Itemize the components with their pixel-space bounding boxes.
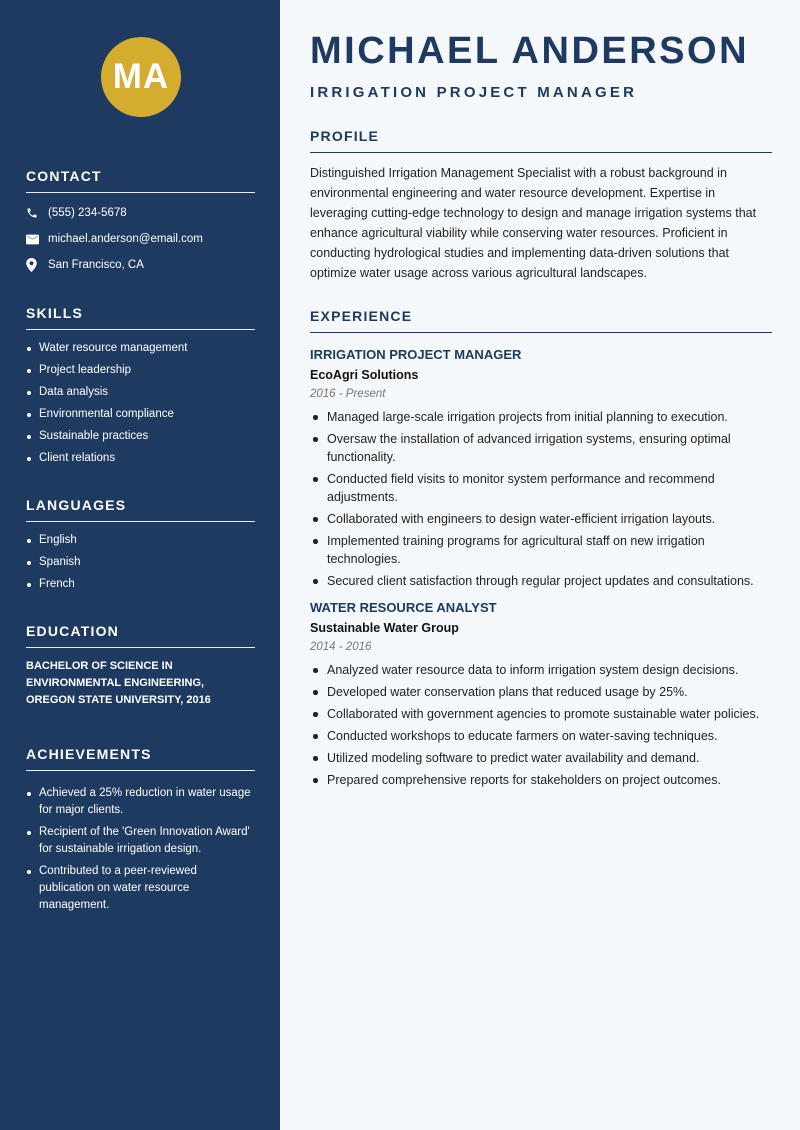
skill-item: Sustainable practices [26,428,255,445]
phone-text: (555) 234-5678 [48,207,127,219]
job-bullet: Implemented training programs for agricultural staff on new irrigation technologies. [310,532,772,568]
job-bullet: Conducted workshops to educate farmers on water-saving techniques. [310,727,772,745]
job-bullet: Collaborated with engineers to design water-efficient irrigation layouts. [310,510,772,528]
job-bullet: Collaborated with government agencies to promote sustainable water policies. [310,705,772,723]
email-text: michael.anderson@email.com [48,233,203,245]
candidate-role: IRRIGATION PROJECT MANAGER [310,84,638,101]
skills-section [26,305,255,472]
contact-section [26,168,255,273]
job-dates: 2014 - 2016 [310,641,372,653]
achievements-heading: ACHIEVEMENTS [26,746,255,771]
email-icon [26,234,48,245]
job-bullet: Analyzed water resource data to inform irrigation system design decisions. [310,661,772,679]
language-item: English [26,532,255,549]
job-dates: 2016 - Present [310,388,386,400]
location-text: San Francisco, CA [48,259,144,271]
job-entry [310,600,772,789]
profile-section [310,128,772,283]
contact-heading: CONTACT [26,168,255,193]
skills-heading: SKILLS [26,305,255,330]
languages-section [26,497,255,598]
job-bullets [310,661,772,789]
job-bullets [310,408,772,590]
job-title: IRRIGATION PROJECT MANAGER [310,347,522,362]
experience-heading: EXPERIENCE [310,308,772,333]
experience-section [310,308,772,793]
achievements-section [26,746,255,919]
sidebar [0,0,280,1130]
profile-heading: PROFILE [310,128,772,153]
avatar: MA [101,37,181,117]
language-item: Spanish [26,554,255,571]
achievement-item: Contributed to a peer-reviewed publication on water resource management. [26,863,255,914]
phone-icon [26,207,48,219]
location-pin-icon [26,258,48,272]
job-title: WATER RESOURCE ANALYST [310,600,497,615]
achievement-item: Recipient of the 'Green Innovation Award' for sustainable irrigation design. [26,824,255,858]
job-bullet: Managed large-scale irrigation projects from initial planning to execution. [310,408,772,426]
skill-item: Data analysis [26,384,255,401]
achievement-item: Achieved a 25% reduction in water usage for major clients. [26,785,255,819]
job-bullet: Oversaw the installation of advanced irrigation systems, ensuring optimal functionality. [310,430,772,466]
job-company: EcoAgri Solutions [310,368,419,382]
job-bullet: Secured client satisfaction through regular project updates and consultations. [310,572,772,590]
languages-list [26,532,255,593]
skill-item: Environmental compliance [26,406,255,423]
education-heading: EDUCATION [26,623,255,648]
candidate-name: MICHAEL ANDERSON [310,30,750,72]
job-entry [310,347,772,590]
job-bullet: Developed water conservation plans that reduced usage by 25%. [310,683,772,701]
skill-item: Client relations [26,450,255,467]
job-bullet: Prepared comprehensive reports for stakeholders on project outcomes. [310,771,772,789]
education-degree: BACHELOR OF SCIENCE IN ENVIRONMENTAL ENGINEERING, OREGON STATE UNIVERSITY, 2016 [26,660,211,706]
skills-list [26,340,255,467]
education-section [26,623,255,709]
contact-phone[interactable] [26,205,255,221]
language-item: French [26,576,255,593]
job-company: Sustainable Water Group [310,621,459,635]
contact-email[interactable] [26,231,255,247]
skill-item: Project leadership [26,362,255,379]
achievements-list [26,785,255,914]
contact-location [26,257,255,273]
skill-item: Water resource management [26,340,255,357]
job-bullet: Conducted field visits to monitor system performance and recommend adjustments. [310,470,772,506]
profile-text: Distinguished Irrigation Management Specialist with a robust background in environmental engineering and water resource development. Expertise in leveraging cutting-edge technology to design and manage irrigation systems that enhance agricultural viability while conserving water resources. Proficient in conducting hydrological studies and implementing data-driven solutions that optimize water usage across various agricultural landscapes. [310,166,757,280]
languages-heading: LANGUAGES [26,497,255,522]
job-bullet: Utilized modeling software to predict water availability and demand. [310,749,772,767]
